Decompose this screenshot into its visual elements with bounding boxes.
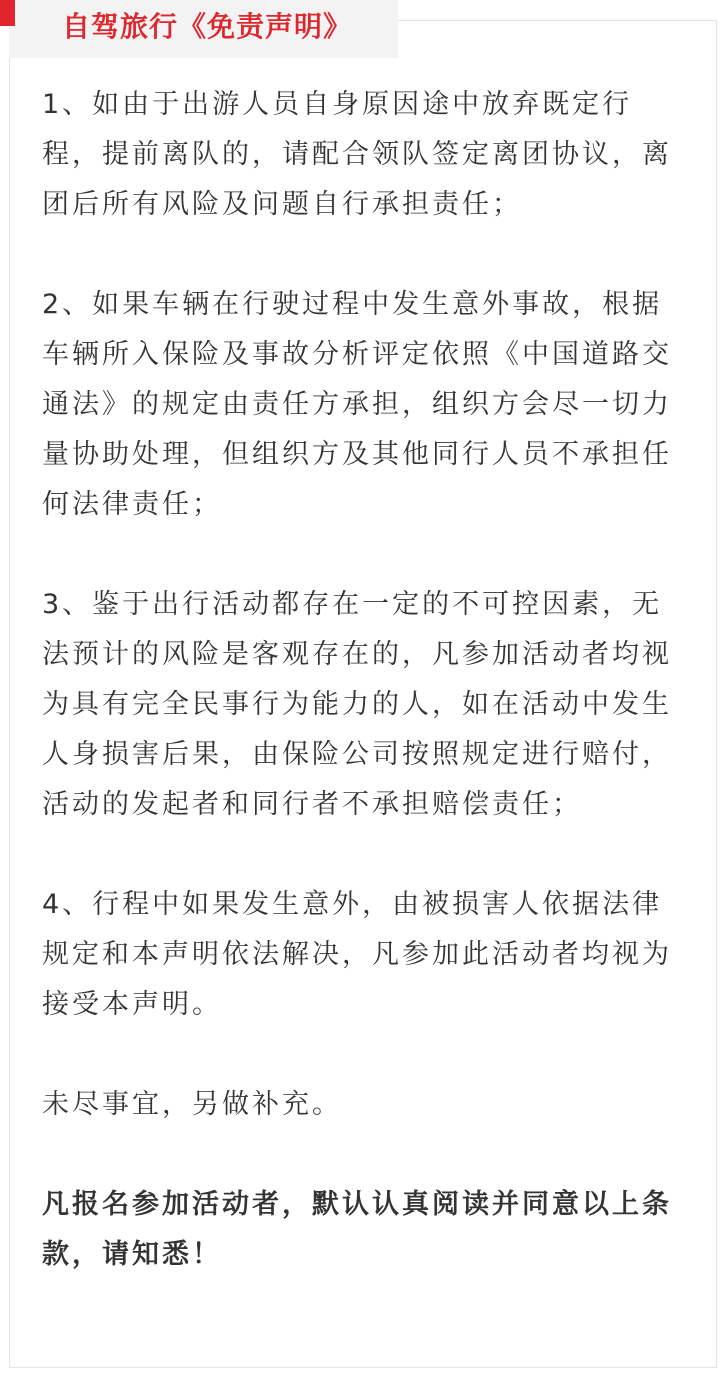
page-title: 自驾旅行《免责声明》 (62, 10, 353, 43)
clause-2: 2、如果车辆在行驶过程中发生意外事故，根据车辆所入保险及事故分析评定依照《中国道路交通法》的规定由责任方承担，组织方会尽一切力量协助处理，但组织方及其他同行人员不承担任何法律责任； (42, 289, 672, 520)
clause-3: 3、鉴于出行活动都存在一定的不可控因素，无法预计的风险是客观存在的，凡参加活动者均视为具有完全民事行为能力的人，如在活动中发生人身损害后果，由保险公司按照规定进行赔付，活动的发起者和同行者不承担赔偿责任； (42, 589, 672, 820)
title-tab (9, 0, 398, 58)
clause-1: 1、如由于出游人员自身原因途中放弃既定行程，提前离队的，请配合领队签定离团协议，离团后所有风险及问题自行承担责任； (42, 89, 672, 220)
closing-notice: 凡报名参加活动者，默认认真阅读并同意以上条款，请知悉！ (42, 1189, 672, 1270)
clause-4: 4、行程中如果发生意外，由被损害人依据法律规定和本声明依法解决，凡参加此活动者均视为接受本声明。 (42, 889, 672, 1020)
disclaimer-content (42, 80, 680, 1280)
accent-bar (0, 0, 15, 26)
supplement-note: 未尽事宜，另做补充。 (42, 1089, 342, 1120)
